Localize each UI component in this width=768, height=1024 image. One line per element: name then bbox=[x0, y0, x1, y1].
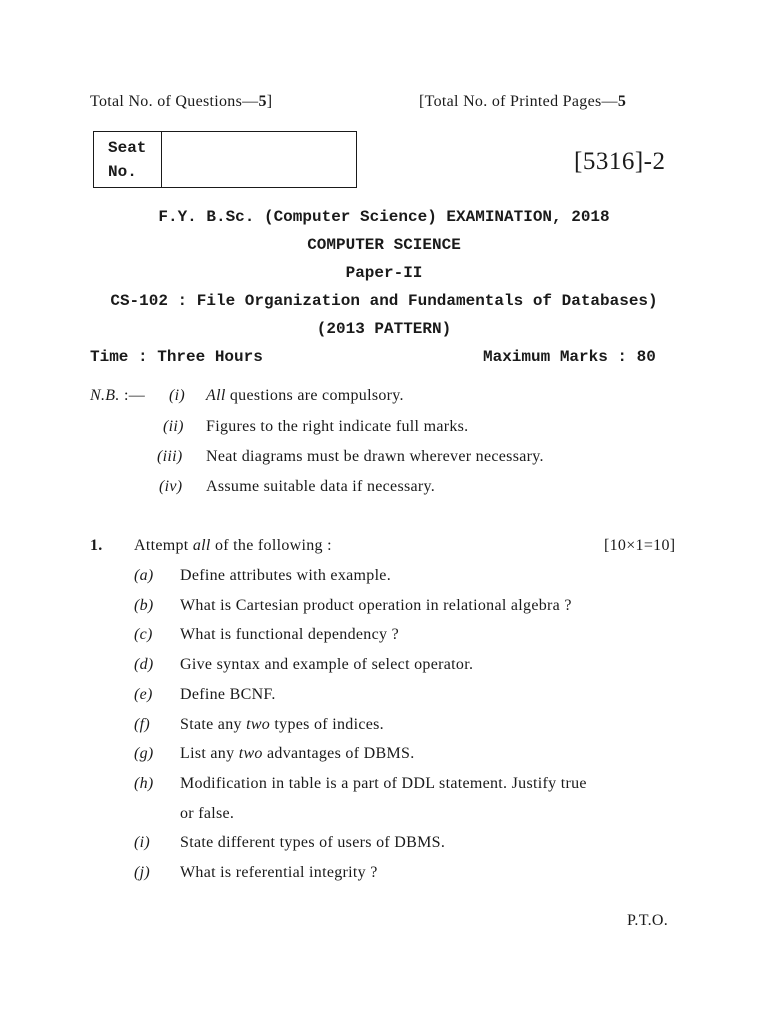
sub-question-text-before: State any bbox=[180, 716, 247, 733]
exam-time: Time : Three Hours bbox=[90, 348, 263, 366]
sub-question-label: (h) bbox=[134, 775, 154, 792]
sub-question-text: What is referential integrity ? bbox=[180, 864, 378, 881]
nb-item-lead: All bbox=[206, 387, 226, 404]
question-number: 1. bbox=[90, 537, 103, 554]
course-title: CS-102 : File Organization and Fundamentals of Databases) bbox=[110, 292, 658, 310]
subject-title: COMPUTER SCIENCE bbox=[307, 236, 461, 254]
seat-label-line2: No. bbox=[108, 163, 137, 181]
nb-item-text: Figures to the right indicate full marks. bbox=[206, 418, 469, 435]
nb-item-index: (iii) bbox=[157, 448, 183, 465]
pattern-title: (2013 PATTERN) bbox=[316, 320, 452, 338]
nb-item-index: (ii) bbox=[163, 418, 184, 435]
sub-question-text: Modification in table is a part of DDL statement. Justify true bbox=[180, 775, 587, 792]
question-heading bbox=[134, 537, 332, 555]
sub-question-text-after: types of indices. bbox=[270, 716, 384, 733]
nb-label-text: N.B. bbox=[90, 387, 120, 404]
seat-label-line1: Seat bbox=[108, 139, 147, 157]
sub-question-text bbox=[180, 745, 415, 763]
maximum-marks: Maximum Marks : 80 bbox=[483, 348, 656, 366]
paper-title: Paper-II bbox=[345, 264, 423, 282]
printed-pages-prefix: [Total No. of Printed Pages— bbox=[419, 93, 618, 110]
sub-question-text: What is Cartesian product operation in relational algebra ? bbox=[180, 597, 572, 614]
nb-item-index: (iv) bbox=[159, 478, 183, 495]
seat-number-field[interactable] bbox=[162, 132, 356, 189]
question-marks: [10×1=10] bbox=[604, 537, 676, 554]
nb-separator: :— bbox=[119, 387, 146, 404]
total-questions-prefix: Total No. of Questions— bbox=[90, 93, 259, 110]
sub-question-text: Define BCNF. bbox=[180, 686, 276, 703]
printed-pages-value: 5 bbox=[617, 93, 627, 110]
nb-item-text: Neat diagrams must be drawn wherever necessary. bbox=[206, 448, 544, 465]
nb-item-index: (i) bbox=[169, 387, 186, 404]
seat-number-box bbox=[93, 131, 357, 188]
total-questions-value: 5 bbox=[258, 93, 267, 110]
exam-title: F.Y. B.Sc. (Computer Science) EXAMINATION, 2018 bbox=[158, 208, 610, 226]
sub-question-text: What is functional dependency ? bbox=[180, 626, 399, 643]
question-heading-after: of the following : bbox=[210, 537, 332, 554]
sub-question-text: State different types of users of DBMS. bbox=[180, 834, 446, 851]
nb-item-text: Assume suitable data if necessary. bbox=[206, 478, 436, 495]
please-turn-over: P.T.O. bbox=[627, 912, 669, 929]
sub-question-label: (a) bbox=[134, 567, 154, 584]
sub-question-text: Give syntax and example of select operator. bbox=[180, 656, 474, 673]
total-questions-suffix: ] bbox=[266, 93, 273, 110]
nb-label bbox=[90, 387, 145, 405]
sub-question-text-continued: or false. bbox=[180, 805, 235, 822]
printed-pages bbox=[419, 93, 626, 111]
sub-question-label: (c) bbox=[134, 626, 153, 643]
total-questions bbox=[90, 93, 272, 111]
sub-question-text: Define attributes with example. bbox=[180, 567, 392, 584]
question-heading-italic: all bbox=[192, 537, 211, 554]
sub-question-text-italic: two bbox=[246, 716, 271, 733]
sub-question-label: (i) bbox=[134, 834, 151, 851]
sub-question-text-after: advantages of DBMS. bbox=[262, 745, 415, 762]
sub-question-text-italic: two bbox=[238, 745, 263, 762]
paper-code: [5316]-2 bbox=[574, 148, 666, 175]
sub-question-text bbox=[180, 716, 384, 734]
seat-number-label bbox=[94, 132, 162, 187]
nb-item-text bbox=[206, 387, 404, 405]
sub-question-label: (e) bbox=[134, 686, 153, 703]
sub-question-label: (g) bbox=[134, 745, 154, 762]
sub-question-label: (f) bbox=[134, 716, 151, 733]
sub-question-label: (d) bbox=[134, 656, 154, 673]
sub-question-label: (j) bbox=[134, 864, 151, 881]
nb-item-body: questions are compulsory. bbox=[225, 387, 404, 404]
question-heading-before: Attempt bbox=[134, 537, 193, 554]
sub-question-label: (b) bbox=[134, 597, 154, 614]
sub-question-text-before: List any bbox=[180, 745, 239, 762]
